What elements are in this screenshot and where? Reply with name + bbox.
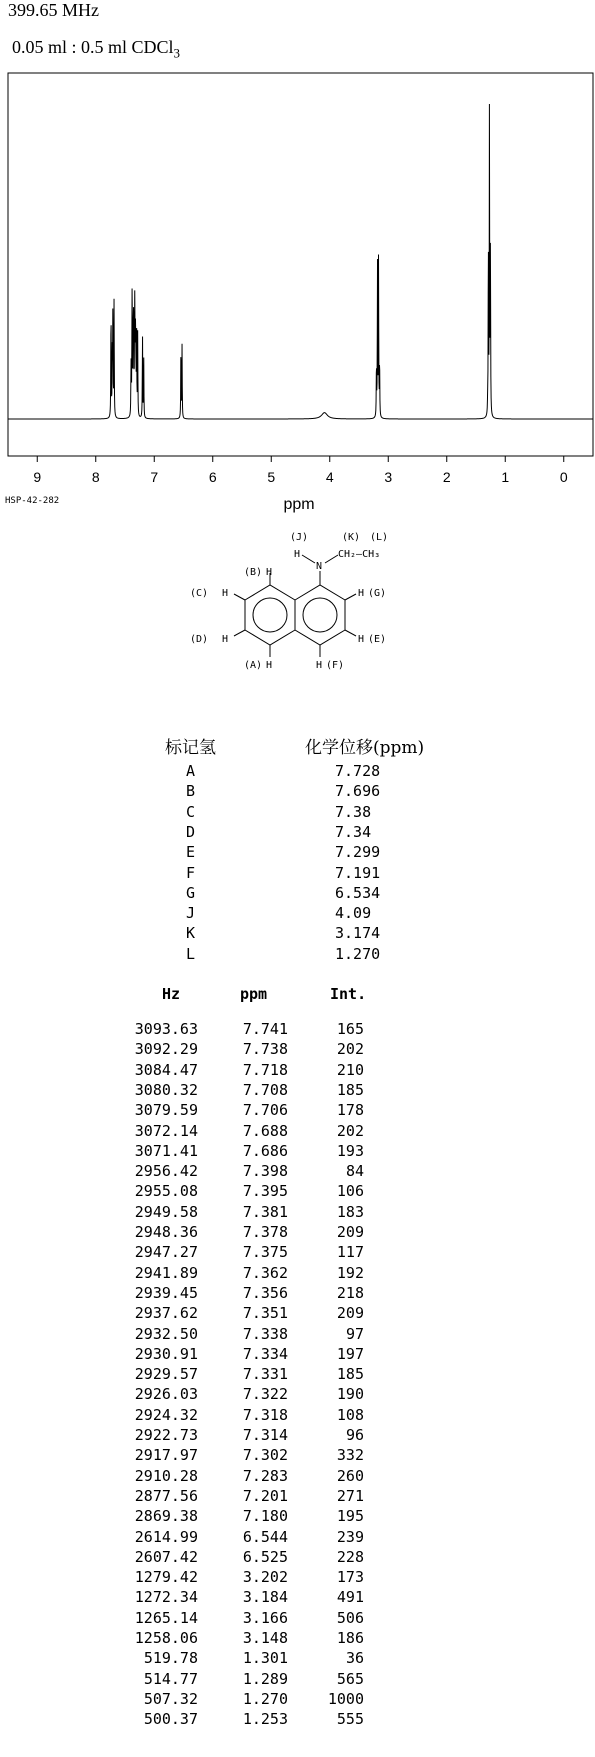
shift-row-label: E [186, 843, 196, 862]
label-f: (F) [326, 660, 345, 671]
peak-hz: 2939.45 [134, 1283, 198, 1302]
peak-hz: 514.77 [143, 1669, 198, 1688]
peak-ppm: 3.184 [242, 1588, 288, 1607]
peak-hz: 2930.91 [134, 1344, 198, 1363]
atom-h-b: H [266, 567, 273, 578]
peak-table-int-header: Int. [330, 985, 367, 1003]
peak-hz: 519.78 [143, 1649, 198, 1668]
peak-ppm: 6.525 [242, 1547, 288, 1566]
peak-intensity: 186 [336, 1629, 364, 1647]
peak-intensity: 36 [345, 1649, 364, 1668]
peak-table-ppm-header: ppm [240, 985, 268, 1003]
plot-frame [8, 73, 593, 456]
peak-ppm: 1.301 [242, 1649, 288, 1668]
peak-intensity: 117 [336, 1243, 364, 1262]
peak-hz: 2948.36 [134, 1223, 198, 1241]
peak-intensity: 1000 [327, 1689, 364, 1708]
peak-ppm: 3.166 [242, 1608, 288, 1627]
peak-ppm: 7.180 [242, 1507, 288, 1526]
peak-intensity: 565 [336, 1669, 364, 1688]
shift-row-value: 7.34 [335, 822, 372, 841]
molecule-structure [150, 525, 440, 735]
peak-intensity: 218 [336, 1283, 364, 1302]
x-tick-label: 5 [267, 469, 276, 485]
peak-ppm: 7.318 [242, 1405, 288, 1424]
peak-ppm: 6.544 [242, 1527, 288, 1546]
peak-ppm: 7.395 [242, 1182, 288, 1201]
peak-intensity: 193 [336, 1141, 364, 1160]
peak-ppm: 7.334 [242, 1344, 288, 1363]
peak-hz: 1258.06 [134, 1629, 198, 1647]
peak-ppm: 7.398 [242, 1162, 288, 1181]
peak-hz: 507.32 [143, 1689, 198, 1708]
peak-intensity: 202 [336, 1040, 364, 1059]
label-c: (C) [190, 588, 209, 599]
bond-d [234, 630, 245, 636]
peak-hz: 2929.57 [134, 1365, 198, 1384]
peak-ppm: 7.356 [242, 1283, 288, 1302]
solvent-subscript: 3 [173, 45, 181, 61]
atom-h-e: H [358, 634, 365, 645]
shift-row-value: 7.191 [335, 863, 381, 882]
peak-intensity: 228 [336, 1547, 364, 1566]
x-tick-label: 6 [208, 469, 217, 485]
peak-hz: 2924.32 [134, 1405, 198, 1424]
peak-hz: 2956.42 [134, 1162, 198, 1181]
shift-row-label: B [186, 782, 196, 801]
shift-row-label: K [186, 924, 196, 943]
peak-ppm: 7.706 [242, 1101, 288, 1120]
peak-hz: 2947.27 [134, 1243, 198, 1262]
label-l: (L) [370, 532, 389, 543]
spectrum-code: HSP-42-282 [5, 496, 60, 506]
shift-row-label: J [186, 904, 196, 923]
x-tick-label: 4 [325, 469, 334, 485]
label-a: (A) [244, 660, 263, 671]
shift-row-label: F [186, 863, 196, 882]
peak-intensity: 555 [336, 1710, 364, 1729]
peak-hz: 2932.50 [134, 1324, 198, 1343]
peak-hz: 3093.63 [134, 1020, 198, 1038]
shift-row-value: 6.534 [335, 883, 381, 902]
shift-row-value: 1.270 [335, 944, 381, 963]
peak-ppm: 1.253 [242, 1710, 288, 1729]
atom-h-d: H [222, 634, 229, 645]
bond-e [345, 630, 356, 636]
x-tick-label: 7 [150, 469, 159, 485]
atom-h-g-top: H [358, 588, 365, 599]
peak-intensity: 209 [336, 1304, 364, 1323]
shift-row-value: 7.728 [335, 762, 381, 780]
peak-ppm: 7.201 [242, 1486, 288, 1505]
bond-n-ch2 [325, 555, 338, 563]
peak-ppm: 7.378 [242, 1223, 288, 1241]
label-k: (K) [342, 532, 361, 543]
shift-row-label: L [186, 944, 196, 963]
shift-row-value: 4.09 [335, 904, 372, 923]
bond-g-top [345, 594, 356, 600]
peak-hz: 3071.41 [134, 1141, 198, 1160]
shift-table-label-header: 标记氢 [165, 738, 216, 758]
peak-hz: 3080.32 [134, 1080, 198, 1099]
peak-intensity: 506 [336, 1608, 364, 1627]
peak-intensity: 185 [336, 1365, 364, 1384]
peak-intensity: 271 [336, 1486, 364, 1505]
atom-n: N [316, 561, 323, 572]
peak-hz: 500.37 [143, 1710, 198, 1729]
peak-ppm: 7.381 [242, 1202, 288, 1221]
peak-intensity: 165 [336, 1020, 364, 1038]
shift-row-value: 7.299 [335, 843, 381, 862]
atom-h-c: H [222, 588, 229, 599]
peak-hz: 2917.97 [134, 1446, 198, 1465]
label-b: (B) [244, 567, 263, 578]
peak-ppm: 7.331 [242, 1365, 288, 1384]
shift-row-label: A [186, 762, 196, 780]
x-tick-label: 9 [33, 469, 42, 485]
peak-hz: 3084.47 [134, 1060, 198, 1079]
label-d: (D) [190, 634, 209, 645]
label-j: (J) [290, 532, 309, 543]
peak-ppm: 7.362 [242, 1263, 288, 1282]
shift-table-shift-header: 化学位移(ppm) [305, 738, 425, 758]
peak-intensity: 491 [336, 1588, 364, 1607]
peak-intensity: 195 [336, 1507, 364, 1526]
x-tick-label: 3 [384, 469, 393, 485]
peak-ppm: 7.322 [242, 1385, 288, 1404]
peak-hz: 1279.42 [134, 1568, 198, 1587]
right-ring-aromatic [303, 598, 337, 632]
x-tick-label: 2 [442, 469, 451, 485]
peak-ppm: 7.718 [242, 1060, 288, 1079]
spectrum-trace [8, 104, 593, 419]
peak-intensity: 106 [336, 1182, 364, 1201]
peak-hz: 1265.14 [134, 1608, 198, 1627]
peak-table-hz-header: Hz [162, 985, 181, 1003]
peak-intensity: 84 [345, 1162, 364, 1181]
peak-intensity: 190 [336, 1385, 364, 1404]
peak-hz: 2955.08 [134, 1182, 198, 1201]
peak-hz: 1272.34 [134, 1588, 198, 1607]
left-ring-aromatic [253, 598, 287, 632]
atom-ch2-ch3: CH₂—CH₃ [338, 549, 381, 560]
atom-h-a: H [266, 660, 273, 671]
peak-ppm: 7.688 [242, 1121, 288, 1140]
peak-ppm: 7.302 [242, 1446, 288, 1465]
peak-hz: 2922.73 [134, 1426, 198, 1444]
peak-intensity: 96 [345, 1426, 364, 1444]
x-tick-label: 8 [91, 469, 100, 485]
atom-h-j: H [294, 549, 301, 560]
peak-intensity: 178 [336, 1101, 364, 1120]
shift-row-label: D [186, 822, 196, 841]
peak-hz: 3079.59 [134, 1101, 198, 1120]
peak-intensity: 260 [336, 1466, 364, 1485]
peak-hz: 2941.89 [134, 1263, 198, 1282]
peak-ppm: 7.351 [242, 1304, 288, 1323]
shift-row-value: 7.38 [335, 802, 372, 821]
x-tick-label: 1 [501, 469, 510, 485]
peak-intensity: 108 [336, 1405, 364, 1424]
peak-hz: 3072.14 [134, 1121, 198, 1140]
x-axis-label: ppm [283, 496, 315, 513]
peak-ppm: 7.738 [242, 1040, 288, 1059]
spectrometer-frequency: 399.65 MHz [8, 0, 99, 20]
peak-intensity: 332 [336, 1446, 364, 1465]
peak-hz: 2937.62 [134, 1304, 198, 1323]
peak-intensity: 210 [336, 1060, 364, 1079]
bond-c [234, 594, 245, 600]
peak-hz: 2614.99 [134, 1527, 198, 1546]
peak-ppm: 1.270 [242, 1689, 288, 1708]
peak-intensity: 185 [336, 1080, 364, 1099]
peak-ppm: 7.283 [242, 1466, 288, 1485]
peak-ppm: 3.148 [242, 1629, 288, 1647]
x-axis-ticks [33, 456, 568, 485]
x-tick-label: 0 [559, 469, 568, 485]
peak-ppm: 7.338 [242, 1324, 288, 1343]
peak-hz: 2607.42 [134, 1547, 198, 1566]
peak-hz: 3092.29 [134, 1040, 198, 1059]
peak-hz: 2926.03 [134, 1385, 198, 1404]
shift-row-value: 7.696 [335, 782, 381, 801]
peak-ppm: 7.708 [242, 1080, 288, 1099]
peak-intensity: 197 [336, 1344, 364, 1363]
peak-hz: 2910.28 [134, 1466, 198, 1485]
shift-row-value: 3.174 [335, 924, 381, 943]
peak-ppm: 7.741 [242, 1020, 288, 1038]
shift-row-label: G [186, 883, 196, 902]
peak-intensity: 192 [336, 1263, 364, 1282]
peak-ppm: 1.289 [242, 1669, 288, 1688]
peak-intensity: 97 [345, 1324, 364, 1343]
peak-hz: 2877.56 [134, 1486, 198, 1505]
bond-nh [302, 555, 315, 563]
peak-hz: 2949.58 [134, 1202, 198, 1221]
peak-ppm: 7.686 [242, 1141, 288, 1160]
shift-row-label: C [186, 802, 196, 821]
peak-intensity: 239 [336, 1527, 364, 1546]
atom-h-f: H [316, 660, 323, 671]
peak-ppm: 3.202 [242, 1568, 288, 1587]
label-g-top: (G) [368, 588, 387, 599]
label-e: (E) [368, 634, 387, 645]
peak-ppm: 7.314 [242, 1426, 288, 1444]
solvent-prefix: 0.05 ml : 0.5 ml CDCl [12, 37, 174, 57]
peak-intensity: 183 [336, 1202, 364, 1221]
peak-intensity: 173 [336, 1568, 364, 1587]
peak-intensity: 209 [336, 1223, 364, 1241]
peak-hz: 2869.38 [134, 1507, 198, 1526]
peak-ppm: 7.375 [242, 1243, 288, 1262]
peak-intensity: 202 [336, 1121, 364, 1140]
